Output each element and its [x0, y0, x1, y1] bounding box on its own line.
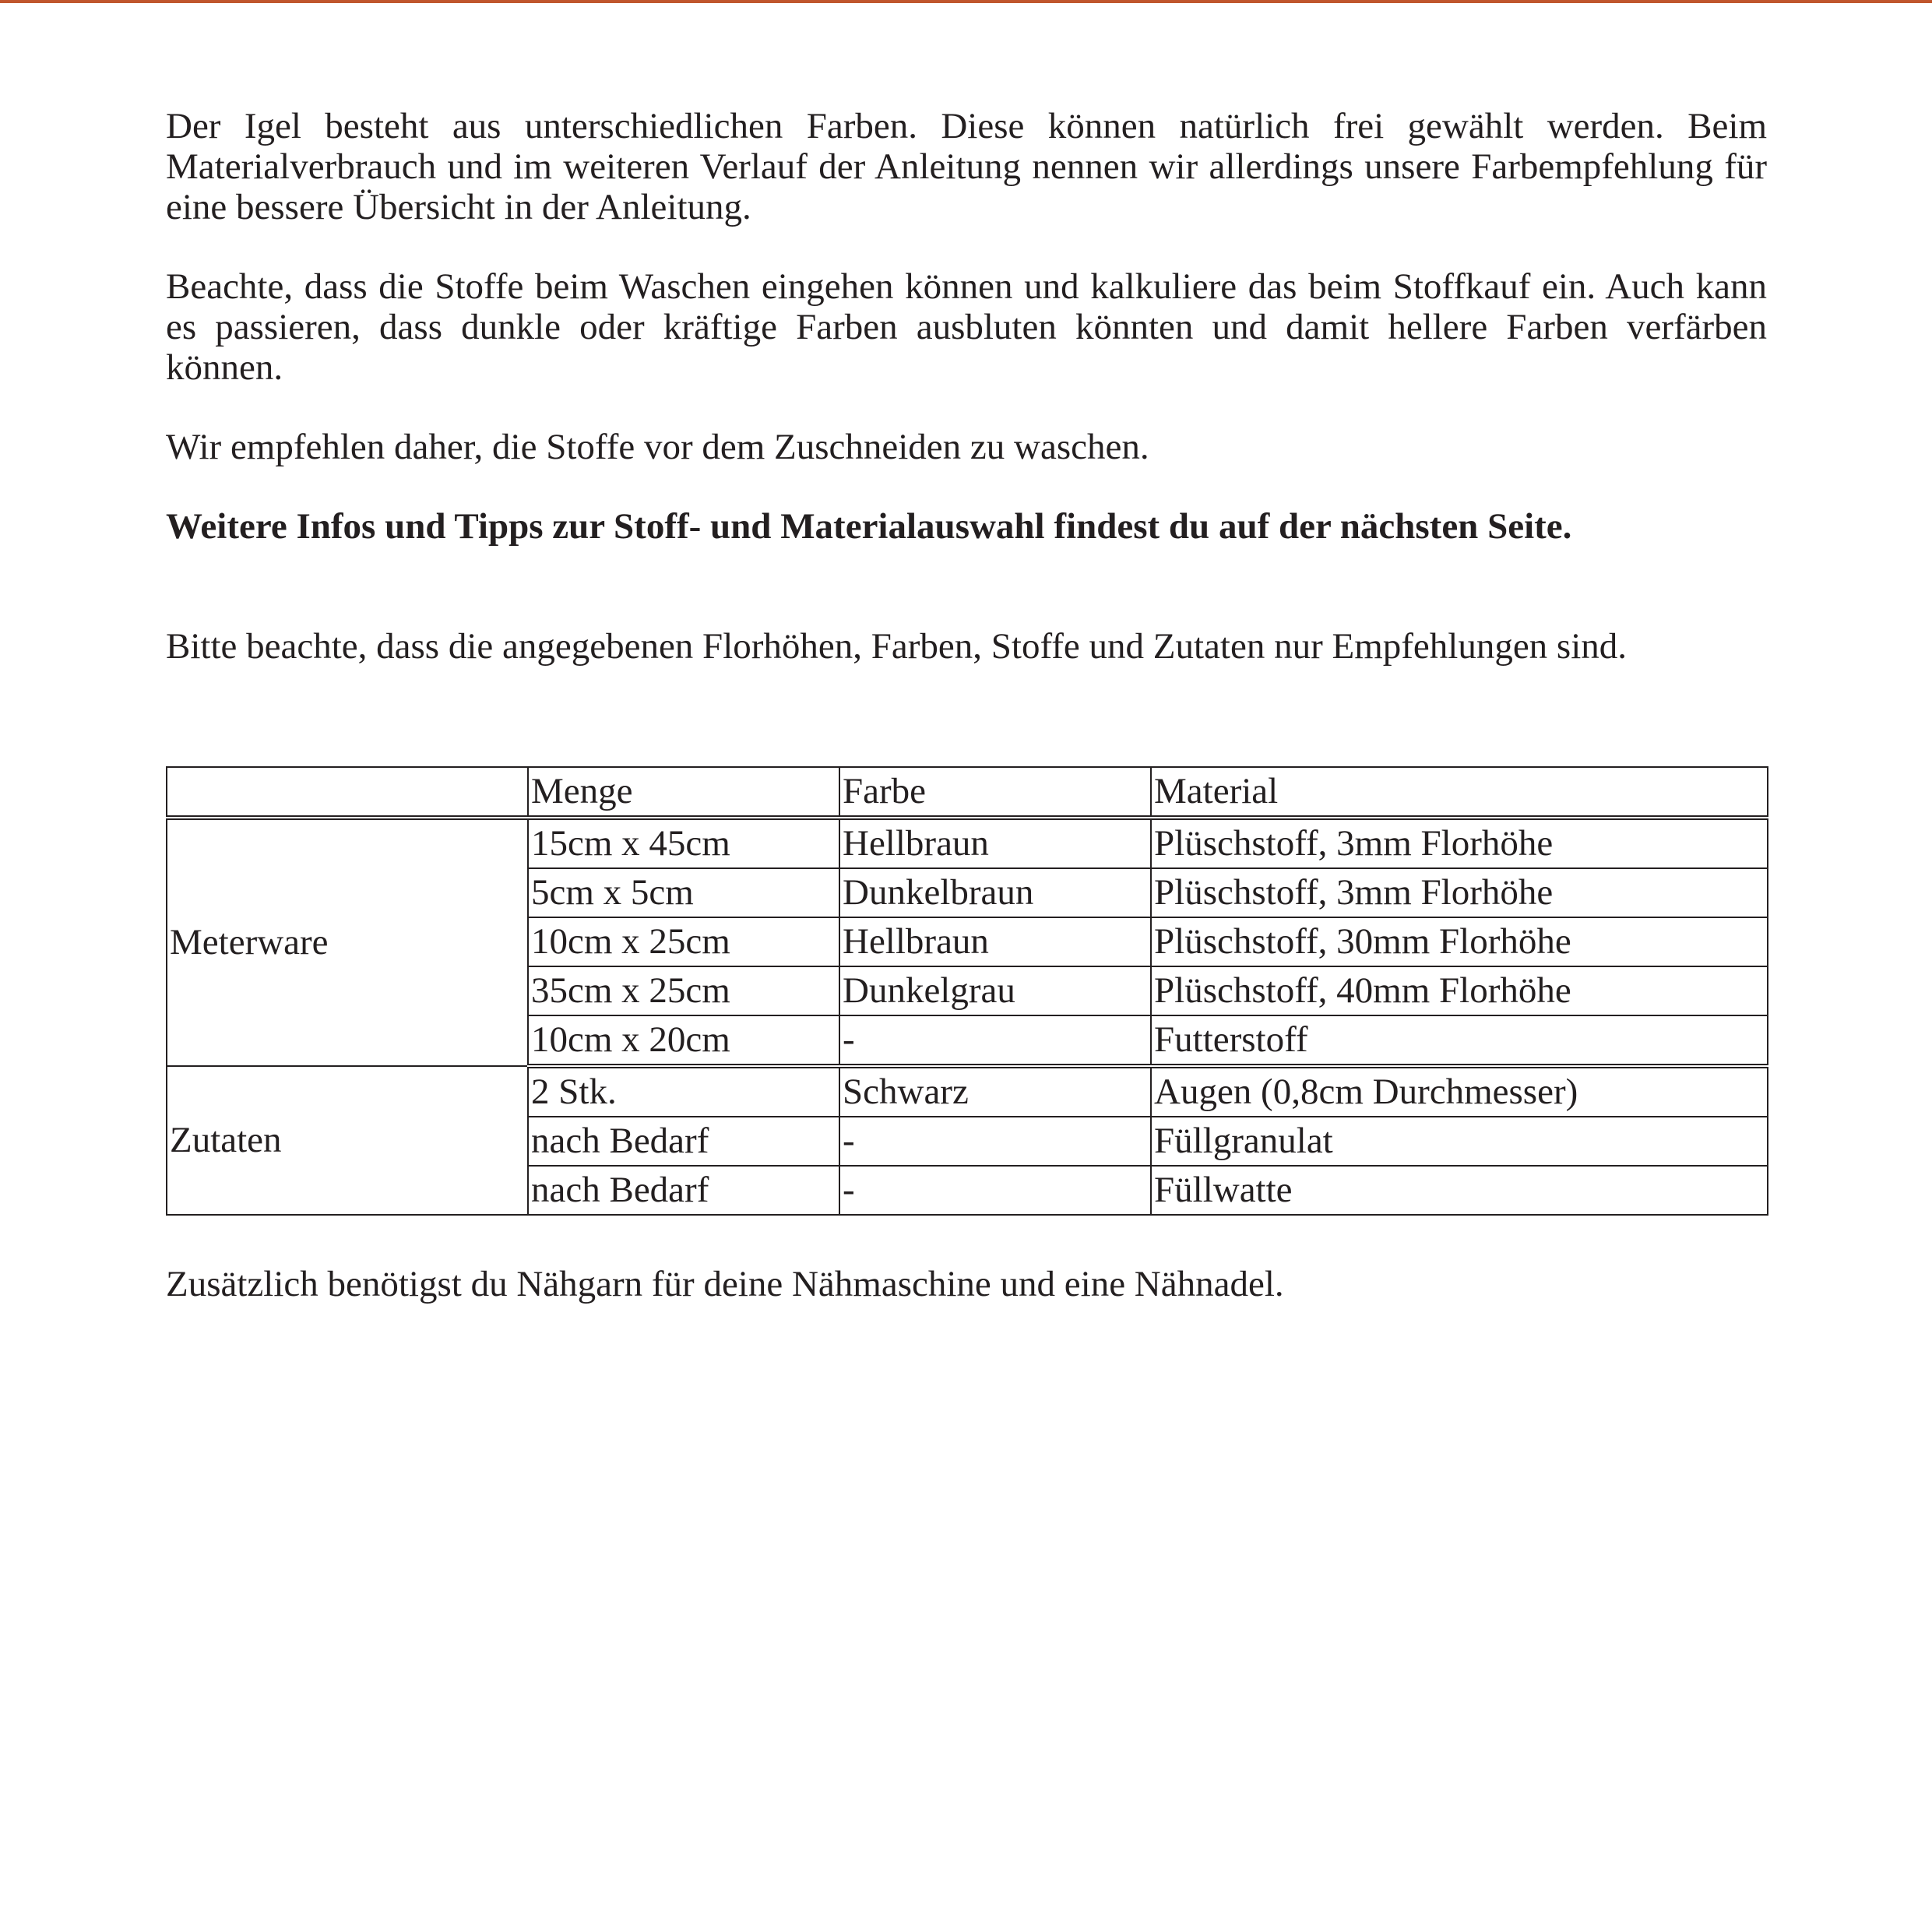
materials-table: [166, 766, 1768, 1216]
recommendation-paragraph: Wir empfehlen daher, die Stoffe vor dem Zuschneiden zu waschen.: [166, 427, 1149, 467]
table-cell: 2 Stk.: [528, 1066, 839, 1117]
intro-paragraph: Der Igel besteht aus unterschiedlichen Farben. Diese können natürlich frei gewählt werden. Beim Materialverbrauch und im weiteren Verlauf der Anleitung nennen wir allerdings unsere Farbempfehlung für eine bessere Übersicht in der Anleitung.: [166, 106, 1767, 227]
top-accent-rule: [0, 0, 1932, 3]
table-header-cell: Menge: [528, 767, 839, 818]
table-cell: 10cm x 20cm: [528, 1015, 839, 1066]
table-cell: Plüschstoff, 30mm Florhöhe: [1151, 917, 1768, 966]
table-cell: Plüschstoff, 3mm Florhöhe: [1151, 818, 1768, 868]
table-cell: Plüschstoff, 3mm Florhöhe: [1151, 868, 1768, 917]
table-cell: 15cm x 45cm: [528, 818, 839, 868]
table-cell: Dunkelbraun: [839, 868, 1151, 917]
table-cell: 10cm x 25cm: [528, 917, 839, 966]
table-cell: 35cm x 25cm: [528, 966, 839, 1015]
table-cell: Füllgranulat: [1151, 1117, 1768, 1166]
table-header-row: [167, 767, 1768, 818]
disclaimer-paragraph: Bitte beachte, dass die angegebenen Florhöhen, Farben, Stoffe und Zutaten nur Empfehlungen sind.: [166, 626, 1628, 667]
table-cell: Dunkelgrau: [839, 966, 1151, 1015]
table-row: [167, 1066, 1768, 1117]
table-header-cell: Farbe: [839, 767, 1151, 818]
table-cell: Hellbraun: [839, 917, 1151, 966]
additional-needs-paragraph: Zusätzlich benötigst du Nähgarn für deine Nähmaschine und eine Nähnadel.: [166, 1264, 1284, 1304]
table-cell: Plüschstoff, 40mm Florhöhe: [1151, 966, 1768, 1015]
page-content: [166, 106, 1767, 1341]
table-cell: Augen (0,8cm Durchmesser): [1151, 1066, 1768, 1117]
more-info-paragraph: Weitere Infos und Tipps zur Stoff- und Materialauswahl findest du auf der nächsten Seite.: [166, 506, 1572, 547]
group-label-zutaten: Zutaten: [167, 1066, 528, 1215]
table-header-cell: Material: [1151, 767, 1768, 818]
table-cell: Füllwatte: [1151, 1166, 1768, 1215]
table-cell: -: [839, 1015, 1151, 1066]
table-cell: nach Bedarf: [528, 1117, 839, 1166]
table-cell: -: [839, 1166, 1151, 1215]
group-label-meterware: Meterware: [167, 818, 528, 1066]
table-row: [167, 818, 1768, 868]
table-cell: Schwarz: [839, 1066, 1151, 1117]
washing-note-paragraph: Beachte, dass die Stoffe beim Waschen eingehen können und kalkuliere das beim Stoffkauf ein. Auch kann es passieren, dass dunkle oder kräftige Farben ausbluten könnten und damit hellere Farben verfärben können.: [166, 266, 1767, 388]
table-cell: Hellbraun: [839, 818, 1151, 868]
table-cell: nach Bedarf: [528, 1166, 839, 1215]
table-cell: Futterstoff: [1151, 1015, 1768, 1066]
table-header-cell: [167, 767, 528, 818]
table-cell: -: [839, 1117, 1151, 1166]
table-cell: 5cm x 5cm: [528, 868, 839, 917]
